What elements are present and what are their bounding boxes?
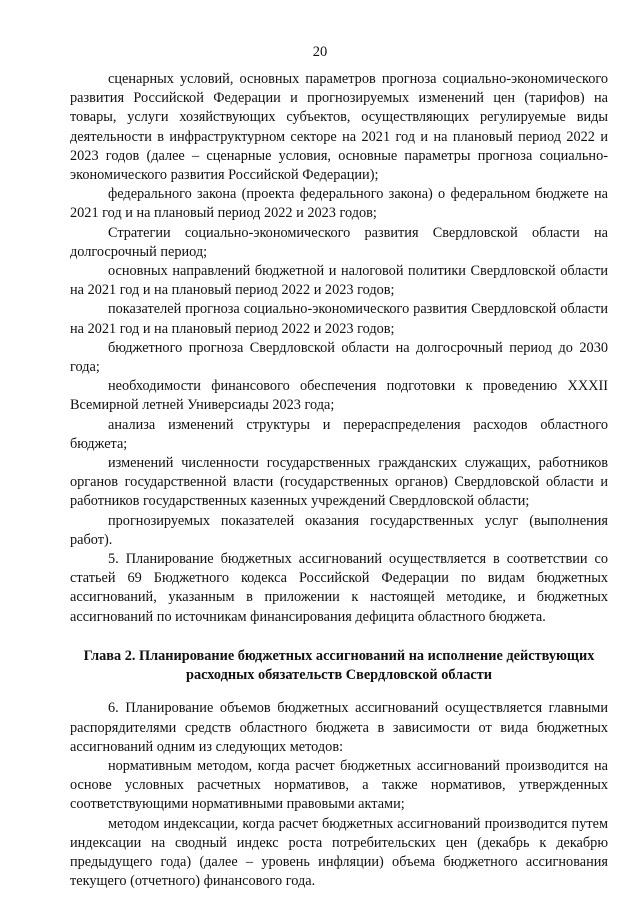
page-number: 20 <box>312 44 328 60</box>
paragraph-item-5: 5. Планирование бюджетных ассигнований осуществляется в соответствии со статьей 69 Бюджетного кодекса Российской Федерации по видам бюджетных ассигнований, указанным в приложении к настоящей методике, и бюджетных ассигнований по источникам финансирования дефицита областного бюджета. <box>70 551 608 625</box>
paragraph-forecast-indicators: показателей прогноза социально-экономического развития Свердловской области на 2021 год и на плановый период 2022 и 2023 годов; <box>70 301 608 337</box>
paragraph-expense-analysis: анализа изменений структуры и перераспределения расходов областного бюджета; <box>70 416 608 452</box>
paragraph-scenario-conditions: сценарных условий, основных параметров прогноза социально-экономического развития Российской Федерации и прогнозируемых изменений цен (тарифов) на товары, услуги хозяйствующих субъектов, осуществляющих регулируемые виды деятельности в инфраструктурном секторе на 2021 год и на плановый период 2022 и 2023 годов (далее – сценарные условия, основные параметры прогноза социально-экономического развития Российской Федерации); <box>70 71 608 184</box>
paragraph-universiade: необходимости финансового обеспечения подготовки к проведению XXXII Всемирной летней Универсиады 2023 года; <box>70 378 608 414</box>
paragraph-public-services: прогнозируемых показателей оказания государственных услуг (выполнения работ). <box>70 512 608 548</box>
paragraph-policy-directions: основных направлений бюджетной и налоговой политики Свердловской области на 2021 год и на плановый период 2022 и 2023 годов; <box>70 263 608 299</box>
paragraph-item-6: 6. Планирование объемов бюджетных ассигнований осуществляется главными распорядителями средств областного бюджета в зависимости от вида бюджетных ассигнований одним из следующих методов: <box>70 700 608 755</box>
paragraph-normative-method: нормативным методом, когда расчет бюджетных ассигнований производится на основе условных расчетных нормативов, а также нормативов, утвержденных соответствующими нормативными правовыми актами; <box>70 757 608 813</box>
document-body <box>70 70 608 891</box>
paragraph-staff-changes: изменений численности государственных гражданских служащих, работников органов государственной власти (государственных органов) Свердловской области и работников государственных казенных учреждений Свердловской области; <box>70 455 608 510</box>
paragraph-indexation-method: методом индексации, когда расчет бюджетных ассигнований производится путем индексации на сводный индекс роста потребительских цен (декабрь к декабрю предыдущего года) (далее – уровень инфляции) объема бюджетного ассигнования текущего (отчетного) финансового года. <box>70 815 608 890</box>
paragraph-budget-forecast: бюджетного прогноза Свердловской области на долгосрочный период до 2030 года; <box>70 339 608 376</box>
chapter-title: Глава 2. Планирование бюджетных ассигнований на исполнение действующих расходных обязательств Свердловской области <box>83 647 595 684</box>
paragraph-federal-law: федерального закона (проекта федерального закона) о федеральном бюджете на 2021 год и на плановый период 2022 и 2023 годов; <box>70 186 608 222</box>
paragraph-strategy: Стратегии социально-экономического развития Свердловской области на долгосрочный период; <box>70 224 608 260</box>
